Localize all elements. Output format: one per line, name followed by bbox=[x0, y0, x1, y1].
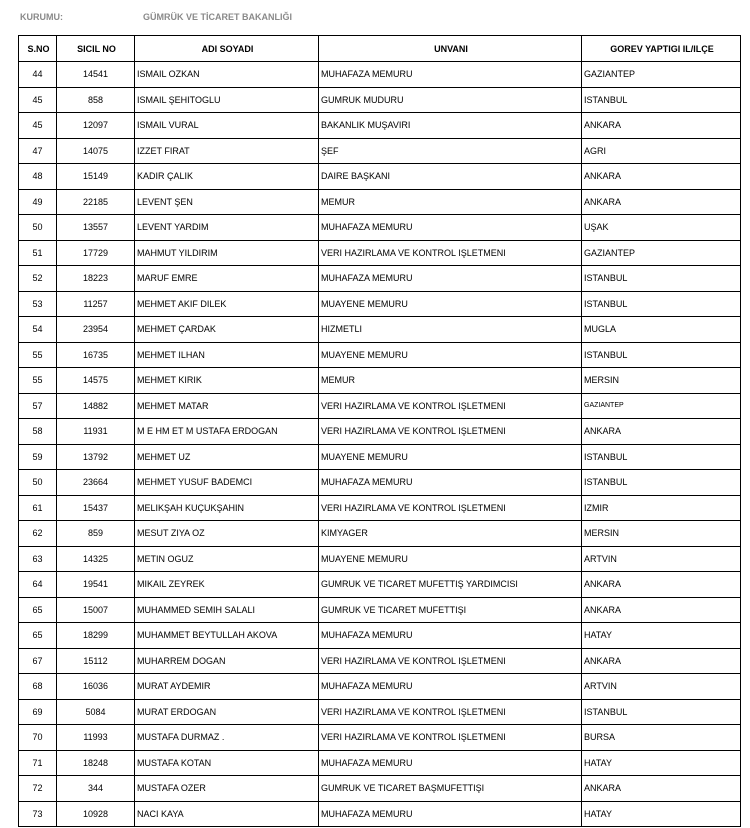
cell-sno: 55 bbox=[19, 342, 57, 368]
cell-name: MEHMET AKIF DILEK bbox=[135, 291, 319, 317]
cell-name: KADIR ÇALIK bbox=[135, 164, 319, 190]
cell-sicil-no: 17729 bbox=[57, 240, 135, 266]
table-row bbox=[19, 317, 741, 343]
cell-location: MUGLA bbox=[582, 317, 741, 343]
cell-location: ISTANBUL bbox=[582, 291, 741, 317]
cell-location: ISTANBUL bbox=[582, 266, 741, 292]
cell-title: HIZMETLI bbox=[319, 317, 582, 343]
cell-name: MUHARREM DOGAN bbox=[135, 648, 319, 674]
cell-location: GAZIANTEP bbox=[582, 393, 741, 419]
cell-sicil-no: 14325 bbox=[57, 546, 135, 572]
cell-sno: 45 bbox=[19, 113, 57, 139]
cell-name: ISMAIL VURAL bbox=[135, 113, 319, 139]
column-header-sno: S.NO bbox=[19, 36, 57, 62]
cell-sno: 57 bbox=[19, 393, 57, 419]
cell-sicil-no: 23664 bbox=[57, 470, 135, 496]
cell-location: ANKARA bbox=[582, 113, 741, 139]
cell-name: MURAT AYDEMIR bbox=[135, 674, 319, 700]
cell-name: MAHMUT YILDIRIM bbox=[135, 240, 319, 266]
cell-sno: 64 bbox=[19, 572, 57, 598]
cell-sno: 63 bbox=[19, 546, 57, 572]
cell-sicil-no: 11931 bbox=[57, 419, 135, 445]
table-row bbox=[19, 776, 741, 802]
cell-sno: 72 bbox=[19, 776, 57, 802]
cell-location: MERSIN bbox=[582, 368, 741, 394]
table-row bbox=[19, 546, 741, 572]
cell-name: MIKAIL ZEYREK bbox=[135, 572, 319, 598]
cell-name: MUHAMMED SEMIH SALALI bbox=[135, 597, 319, 623]
cell-sicil-no: 15112 bbox=[57, 648, 135, 674]
cell-location: ANKARA bbox=[582, 189, 741, 215]
cell-name: MEHMET MATAR bbox=[135, 393, 319, 419]
cell-sicil-no: 5084 bbox=[57, 699, 135, 725]
table-row bbox=[19, 572, 741, 598]
cell-title: MUAYENE MEMURU bbox=[319, 444, 582, 470]
table-row bbox=[19, 291, 741, 317]
cell-sno: 44 bbox=[19, 62, 57, 88]
cell-sno: 50 bbox=[19, 215, 57, 241]
table-row bbox=[19, 240, 741, 266]
cell-name: MUSTAFA DURMAZ . bbox=[135, 725, 319, 751]
cell-sno: 65 bbox=[19, 623, 57, 649]
cell-sicil-no: 14575 bbox=[57, 368, 135, 394]
cell-location: ANKARA bbox=[582, 572, 741, 598]
cell-title: MUAYENE MEMURU bbox=[319, 546, 582, 572]
cell-name: METIN OGUZ bbox=[135, 546, 319, 572]
cell-title: MUHAFAZA MEMURU bbox=[319, 62, 582, 88]
cell-title: GUMRUK VE TICARET BAŞMUFETTIŞI bbox=[319, 776, 582, 802]
cell-title: GUMRUK VE TICARET MUFETTIŞI bbox=[319, 597, 582, 623]
institution-label: KURUMU: bbox=[20, 12, 63, 22]
cell-title: VERI HAZIRLAMA VE KONTROL IŞLETMENI bbox=[319, 240, 582, 266]
cell-name: MUHAMMET BEYTULLAH AKOVA bbox=[135, 623, 319, 649]
cell-title: MUHAFAZA MEMURU bbox=[319, 623, 582, 649]
cell-title: VERI HAZIRLAMA VE KONTROL IŞLETMENI bbox=[319, 495, 582, 521]
cell-location: GAZIANTEP bbox=[582, 62, 741, 88]
cell-title: MEMUR bbox=[319, 368, 582, 394]
cell-location: HATAY bbox=[582, 801, 741, 827]
cell-title: KIMYAGER bbox=[319, 521, 582, 547]
cell-location: ANKARA bbox=[582, 648, 741, 674]
cell-name: MEHMET UZ bbox=[135, 444, 319, 470]
cell-sno: 61 bbox=[19, 495, 57, 521]
cell-sicil-no: 13792 bbox=[57, 444, 135, 470]
cell-sicil-no: 16036 bbox=[57, 674, 135, 700]
cell-name: LEVENT ŞEN bbox=[135, 189, 319, 215]
cell-sno: 68 bbox=[19, 674, 57, 700]
cell-sno: 54 bbox=[19, 317, 57, 343]
cell-name: ISMAIL OZKAN bbox=[135, 62, 319, 88]
table-row bbox=[19, 266, 741, 292]
cell-title: MUHAFAZA MEMURU bbox=[319, 674, 582, 700]
table-row bbox=[19, 648, 741, 674]
cell-sno: 47 bbox=[19, 138, 57, 164]
table-row bbox=[19, 725, 741, 751]
cell-name: MEHMET YUSUF BADEMCI bbox=[135, 470, 319, 496]
document-header bbox=[0, 10, 750, 26]
cell-name: MEHMET ILHAN bbox=[135, 342, 319, 368]
cell-sno: 69 bbox=[19, 699, 57, 725]
cell-name: MELIKŞAH KUÇUKŞAHIN bbox=[135, 495, 319, 521]
cell-location: HATAY bbox=[582, 750, 741, 776]
cell-location: ISTANBUL bbox=[582, 470, 741, 496]
table-row bbox=[19, 393, 741, 419]
cell-sno: 71 bbox=[19, 750, 57, 776]
cell-title: VERI HAZIRLAMA VE KONTROL IŞLETMENI bbox=[319, 699, 582, 725]
cell-title: MUHAFAZA MEMURU bbox=[319, 750, 582, 776]
cell-name: MUSTAFA KOTAN bbox=[135, 750, 319, 776]
cell-location: GAZIANTEP bbox=[582, 240, 741, 266]
cell-title: DAIRE BAŞKANI bbox=[319, 164, 582, 190]
cell-sicil-no: 22185 bbox=[57, 189, 135, 215]
institution-name: GÜMRÜK VE TİCARET BAKANLIĞI bbox=[143, 12, 292, 22]
cell-location: ANKARA bbox=[582, 597, 741, 623]
cell-sicil-no: 18299 bbox=[57, 623, 135, 649]
cell-sno: 50 bbox=[19, 470, 57, 496]
cell-location: BURSA bbox=[582, 725, 741, 751]
cell-sicil-no: 11257 bbox=[57, 291, 135, 317]
cell-title: MUHAFAZA MEMURU bbox=[319, 266, 582, 292]
cell-sno: 59 bbox=[19, 444, 57, 470]
cell-name: LEVENT YARDIM bbox=[135, 215, 319, 241]
cell-location: AGRI bbox=[582, 138, 741, 164]
table-row bbox=[19, 470, 741, 496]
table-row bbox=[19, 444, 741, 470]
cell-sno: 73 bbox=[19, 801, 57, 827]
cell-name: MESUT ZIYA OZ bbox=[135, 521, 319, 547]
cell-title: MUHAFAZA MEMURU bbox=[319, 801, 582, 827]
cell-name: MEHMET ÇARDAK bbox=[135, 317, 319, 343]
cell-name: MURAT ERDOGAN bbox=[135, 699, 319, 725]
table-row bbox=[19, 342, 741, 368]
cell-location: HATAY bbox=[582, 623, 741, 649]
cell-location: ARTVIN bbox=[582, 674, 741, 700]
cell-sicil-no: 858 bbox=[57, 87, 135, 113]
cell-sicil-no: 18223 bbox=[57, 266, 135, 292]
cell-sno: 53 bbox=[19, 291, 57, 317]
cell-sicil-no: 11993 bbox=[57, 725, 135, 751]
cell-sno: 65 bbox=[19, 597, 57, 623]
cell-sicil-no: 344 bbox=[57, 776, 135, 802]
column-header-sicil-no: SICIL NO bbox=[57, 36, 135, 62]
cell-sicil-no: 12097 bbox=[57, 113, 135, 139]
cell-location: ISTANBUL bbox=[582, 444, 741, 470]
cell-name: NACI KAYA bbox=[135, 801, 319, 827]
cell-sno: 49 bbox=[19, 189, 57, 215]
table-row bbox=[19, 215, 741, 241]
table-row bbox=[19, 368, 741, 394]
table-row bbox=[19, 699, 741, 725]
table-body bbox=[19, 62, 741, 827]
cell-title: ŞEF bbox=[319, 138, 582, 164]
cell-title: VERI HAZIRLAMA VE KONTROL IŞLETMENI bbox=[319, 648, 582, 674]
cell-name: MUSTAFA OZER bbox=[135, 776, 319, 802]
cell-location: ISTANBUL bbox=[582, 699, 741, 725]
cell-sicil-no: 18248 bbox=[57, 750, 135, 776]
cell-sno: 48 bbox=[19, 164, 57, 190]
cell-sicil-no: 859 bbox=[57, 521, 135, 547]
cell-sicil-no: 16735 bbox=[57, 342, 135, 368]
cell-location: ANKARA bbox=[582, 164, 741, 190]
cell-title: MUHAFAZA MEMURU bbox=[319, 470, 582, 496]
table-row bbox=[19, 495, 741, 521]
table-row bbox=[19, 801, 741, 827]
cell-title: VERI HAZIRLAMA VE KONTROL IŞLETMENI bbox=[319, 393, 582, 419]
cell-sno: 58 bbox=[19, 419, 57, 445]
cell-sicil-no: 15437 bbox=[57, 495, 135, 521]
table-row bbox=[19, 750, 741, 776]
cell-name: M E HM ET M USTAFA ERDOGAN bbox=[135, 419, 319, 445]
table-row bbox=[19, 521, 741, 547]
cell-location: MERSIN bbox=[582, 521, 741, 547]
cell-sno: 51 bbox=[19, 240, 57, 266]
table-row bbox=[19, 87, 741, 113]
table-row bbox=[19, 419, 741, 445]
table-header-row bbox=[19, 36, 741, 62]
cell-name: MARUF EMRE bbox=[135, 266, 319, 292]
cell-sno: 52 bbox=[19, 266, 57, 292]
column-header-location: GOREV YAPTIGI IL/ILÇE bbox=[582, 36, 741, 62]
cell-title: MUAYENE MEMURU bbox=[319, 342, 582, 368]
column-header-title: UNVANI bbox=[319, 36, 582, 62]
cell-name: IZZET FIRAT bbox=[135, 138, 319, 164]
cell-sicil-no: 19541 bbox=[57, 572, 135, 598]
column-header-name: ADI SOYADI bbox=[135, 36, 319, 62]
cell-sicil-no: 10928 bbox=[57, 801, 135, 827]
table-row bbox=[19, 138, 741, 164]
cell-sicil-no: 23954 bbox=[57, 317, 135, 343]
cell-sno: 55 bbox=[19, 368, 57, 394]
cell-sicil-no: 14075 bbox=[57, 138, 135, 164]
cell-sno: 45 bbox=[19, 87, 57, 113]
cell-sicil-no: 14882 bbox=[57, 393, 135, 419]
cell-title: BAKANLIK MUŞAVIRI bbox=[319, 113, 582, 139]
cell-sicil-no: 15007 bbox=[57, 597, 135, 623]
cell-title: GUMRUK MUDURU bbox=[319, 87, 582, 113]
cell-sno: 62 bbox=[19, 521, 57, 547]
cell-location: ISTANBUL bbox=[582, 342, 741, 368]
cell-title: MEMUR bbox=[319, 189, 582, 215]
cell-name: MEHMET KIRIK bbox=[135, 368, 319, 394]
table-row bbox=[19, 164, 741, 190]
cell-location: UŞAK bbox=[582, 215, 741, 241]
table-row bbox=[19, 597, 741, 623]
cell-title: GUMRUK VE TICARET MUFETTIŞ YARDIMCISI bbox=[319, 572, 582, 598]
table-row bbox=[19, 674, 741, 700]
table-row bbox=[19, 113, 741, 139]
cell-sno: 70 bbox=[19, 725, 57, 751]
cell-title: VERI HAZIRLAMA VE KONTROL IŞLETMENI bbox=[319, 725, 582, 751]
cell-title: MUHAFAZA MEMURU bbox=[319, 215, 582, 241]
cell-sicil-no: 13557 bbox=[57, 215, 135, 241]
cell-location: ISTANBUL bbox=[582, 87, 741, 113]
cell-name: ISMAIL ŞEHITOGLU bbox=[135, 87, 319, 113]
cell-location: ARTVIN bbox=[582, 546, 741, 572]
cell-location: IZMIR bbox=[582, 495, 741, 521]
cell-sicil-no: 14541 bbox=[57, 62, 135, 88]
cell-title: MUAYENE MEMURU bbox=[319, 291, 582, 317]
cell-sicil-no: 15149 bbox=[57, 164, 135, 190]
cell-title: VERI HAZIRLAMA VE KONTROL IŞLETMENI bbox=[319, 419, 582, 445]
table-row bbox=[19, 623, 741, 649]
table-row bbox=[19, 62, 741, 88]
cell-location: ANKARA bbox=[582, 776, 741, 802]
personnel-table bbox=[18, 35, 741, 827]
cell-sno: 67 bbox=[19, 648, 57, 674]
cell-location: ANKARA bbox=[582, 419, 741, 445]
table-row bbox=[19, 189, 741, 215]
